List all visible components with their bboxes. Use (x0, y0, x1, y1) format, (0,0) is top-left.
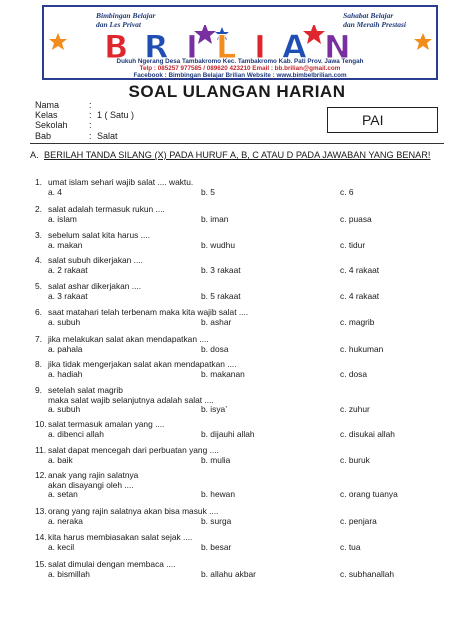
option-a[interactable]: a. pahala (48, 343, 83, 354)
option-c[interactable]: c. 4 rakaat (340, 264, 380, 275)
brand-letter: L (216, 28, 237, 65)
question-number: 6. (35, 307, 42, 317)
brand-letter: N (324, 28, 351, 65)
subject-label: PAI (362, 112, 384, 128)
option-b[interactable]: b. 5 rakaat (201, 290, 241, 301)
option-a[interactable]: a. setan (48, 489, 78, 500)
option-a[interactable]: a. makan (48, 239, 83, 250)
tagline-left-line1: Bimbingan Belajar (96, 11, 156, 20)
option-a[interactable]: a. subuh (48, 404, 81, 415)
student-identity (35, 100, 134, 141)
brand-letter: B (104, 28, 129, 65)
option-b[interactable]: b. mulia (201, 454, 231, 465)
question-number: 10. (35, 419, 47, 429)
question-number: 8. (35, 359, 42, 369)
option-b[interactable]: b. hewan (201, 489, 235, 500)
question-text: setelah salat magrib maka salat wajib selanjutnya adalah salat .... (48, 385, 214, 405)
instruction-text: BERILAH TANDA SILANG (X) PADA HURUF A, B, C ATAU D PADA JAWABAN YANG BENAR! (44, 150, 431, 160)
page-title: SOAL ULANGAN HARIAN (128, 82, 346, 101)
option-a[interactable]: a. dibenci allah (48, 428, 104, 439)
option-c[interactable]: c. subhanallah (340, 568, 395, 579)
social-line: Facebook : Bimbingan Belajar Brilian Website : www.bimbelbrilian.com (133, 72, 347, 79)
option-b[interactable]: b. isya’ (201, 404, 228, 415)
option-a[interactable]: a. hadiah (48, 368, 83, 379)
option-c[interactable]: c. zuhur (340, 404, 370, 415)
identity-label: Nama (35, 100, 60, 110)
option-a[interactable]: a. bismillah (48, 568, 90, 579)
option-c[interactable]: c. disukai allah (340, 428, 395, 439)
question-number: 9. (35, 385, 42, 395)
identity-label: Bab (35, 130, 52, 141)
identity-row-nama: Nama : (35, 100, 92, 110)
identity-row-sekolah: Sekolah : (35, 120, 92, 131)
question-number: 11. (35, 445, 47, 455)
class-value: 1 ( Satu ) (97, 110, 135, 121)
option-c[interactable]: c. tidur (340, 239, 366, 250)
header-banner (42, 5, 438, 80)
option-a[interactable]: a. kecil (48, 541, 75, 552)
option-a[interactable]: a. islam (48, 213, 77, 224)
option-c[interactable]: c. magrib (340, 316, 375, 327)
question-item (35, 282, 445, 301)
question-item (35, 178, 445, 197)
question-text: salat dimulai dengan membaca .... (48, 559, 176, 569)
question-text: jika melakukan salat akan mendapatkan .... (48, 334, 209, 344)
address-line: Dukuh Ngerang Desa Tambakromo Kec. Tambakromo Kab. Pati Prov. Jawa Tengah (116, 58, 364, 65)
brand-letter: R (144, 28, 169, 65)
subject-box (327, 107, 438, 133)
divider (30, 143, 444, 144)
question-item (35, 386, 445, 415)
question-item (35, 205, 445, 224)
question-item (35, 560, 445, 579)
question-item (35, 507, 445, 526)
option-b[interactable]: b. 3 rakaat (201, 264, 241, 275)
question-number: 15. (35, 559, 47, 569)
question-text: kita harus membiasakan salat sejak .... (48, 532, 193, 542)
brand-letter: A (282, 28, 307, 65)
option-c[interactable]: c. penjara (340, 515, 377, 526)
option-a[interactable]: a. baik (48, 454, 73, 465)
brand-letter: I (186, 28, 198, 65)
question-item (35, 231, 445, 250)
question-text: orang yang rajin salatnya akan bisa masuk .... (48, 506, 219, 516)
option-c[interactable]: c. buruk (340, 454, 370, 465)
question-number: 5. (35, 281, 42, 291)
option-a[interactable]: a. 3 rakaat (48, 290, 88, 301)
tagline-right-line2: dan Meraih Prestasi (343, 20, 406, 29)
star-icon (49, 33, 67, 50)
question-item (35, 471, 445, 500)
contact-line: Telp : 085257 977585 / 089620 423210 Email : bb.brilian@gmail.com (139, 65, 341, 72)
option-b[interactable]: b. surga (201, 515, 232, 526)
option-b[interactable]: b. besar (201, 541, 232, 552)
question-text: sebelum salat kita harus .... (48, 230, 150, 240)
question-text: saat matahari telah terbenam maka kita wajib salat .... (48, 307, 249, 317)
option-c[interactable]: c. 6 (340, 186, 354, 197)
question-text: jika tidak mengerjakan salat akan mendapatkan .... (48, 359, 237, 369)
option-b[interactable]: b. dosa (201, 343, 229, 354)
identity-label: Sekolah (35, 120, 68, 131)
question-text: umat islam sehari wajib salat .... waktu. (48, 177, 194, 187)
option-b[interactable]: b. 5 (201, 186, 215, 197)
tagline-left-line2: dan Les Privat (96, 20, 141, 29)
question-item (35, 446, 445, 465)
question-number: 4. (35, 255, 42, 265)
option-b[interactable]: b. makanan (201, 368, 245, 379)
option-c[interactable]: c. dosa (340, 368, 368, 379)
instruction (30, 150, 446, 161)
question-text: salat ashar dikerjakan .... (48, 281, 142, 291)
brand-letter: I (254, 28, 266, 65)
question-number: 1. (35, 177, 42, 187)
question-number: 12. (35, 470, 47, 480)
option-c[interactable]: c. orang tuanya (340, 489, 398, 500)
chapter-value: Salat (97, 130, 118, 141)
question-number: 2. (35, 204, 42, 214)
option-a[interactable]: a. 4 (48, 186, 62, 197)
identity-label: Kelas (35, 110, 58, 121)
question-item (35, 308, 445, 327)
question-text: salat adalah termasuk rukun .... (48, 204, 165, 214)
option-b[interactable]: b. wudhu (201, 239, 235, 250)
question-item (35, 533, 445, 552)
option-a[interactable]: a. neraka (48, 515, 83, 526)
option-b[interactable]: b. ashar (201, 316, 232, 327)
question-number: 3. (35, 230, 42, 240)
question-text: anak yang rajin salatnya akan disayangi oleh .... (48, 470, 139, 490)
option-a[interactable]: a. subuh (48, 316, 81, 327)
question-number: 7. (35, 334, 42, 344)
question-number: 13. (35, 506, 47, 516)
option-c[interactable]: c. hukuman (340, 343, 384, 354)
question-item (35, 360, 445, 379)
question-item (35, 256, 445, 275)
question-item (35, 335, 445, 354)
star-icon (414, 33, 432, 50)
option-c[interactable]: c. 4 rakaat (340, 290, 380, 301)
section-label: A. (30, 150, 39, 160)
option-c[interactable]: c. puasa (340, 213, 372, 224)
question-text: salat dapat mencegah dari perbuatan yang .... (48, 445, 219, 455)
question-text: salat termasuk amalan yang .... (48, 419, 165, 429)
question-item (35, 420, 445, 439)
question-text: salat subuh dikerjakan .... (48, 255, 143, 265)
question-number: 14. (35, 532, 47, 542)
option-b[interactable]: b. allahu akbar (201, 568, 256, 579)
identity-row-bab: Bab : Salat (35, 130, 118, 141)
option-c[interactable]: c. tua (340, 541, 361, 552)
option-b[interactable]: b. iman (201, 213, 229, 224)
option-a[interactable]: a. 2 rakaat (48, 264, 88, 275)
tagline-right-line1: Sahabat Belajar (343, 11, 394, 20)
identity-row-kelas: Kelas : 1 ( Satu ) (35, 110, 135, 121)
option-b[interactable]: b. dijauhi allah (201, 428, 255, 439)
